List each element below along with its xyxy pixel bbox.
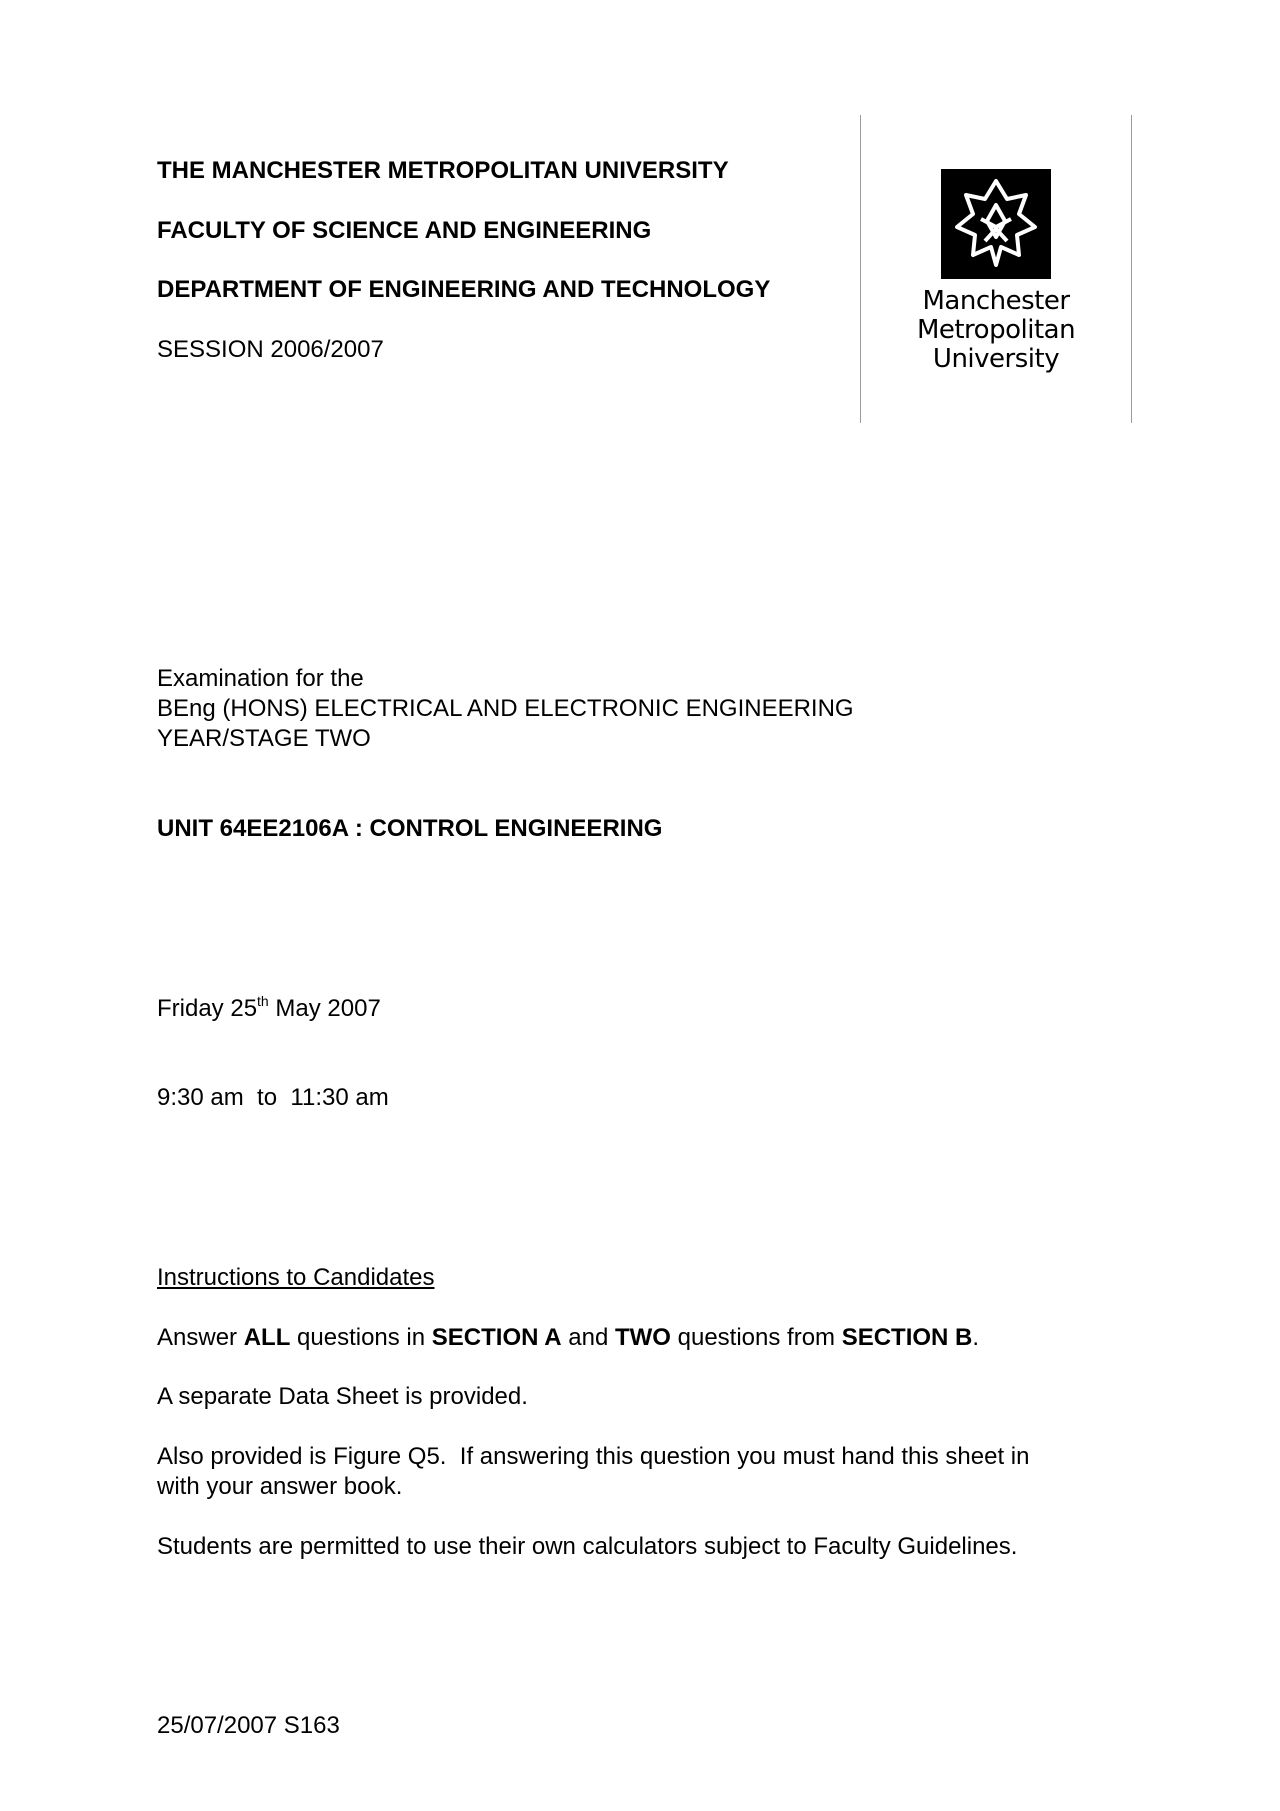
exam-date-month-year: May 2007 xyxy=(268,995,381,1022)
instruction-answer xyxy=(157,1323,979,1353)
instr-bold-4: SECTION B xyxy=(841,1324,973,1351)
logo-line-3: University xyxy=(932,344,1060,374)
exam-intro: Examination for the xyxy=(157,665,364,692)
instructions-heading: Instructions to Candidates xyxy=(157,1264,435,1291)
unit-title: UNIT 64EE2106A : CONTROL ENGINEERING xyxy=(157,815,663,842)
exam-programme: BEng (HONS) ELECTRICAL AND ELECTRONIC ENGINEERING xyxy=(157,695,854,722)
instr-bold-1: ALL xyxy=(243,1324,291,1351)
footer-code: 25/07/2007 S163 xyxy=(157,1712,340,1739)
instr-text-2: questions in xyxy=(290,1324,432,1351)
university-logo xyxy=(860,115,1132,423)
faculty-title: FACULTY OF SCIENCE AND ENGINEERING xyxy=(157,217,652,244)
exam-time: 9:30 am to 11:30 am xyxy=(157,1084,389,1111)
exam-date-suffix: th xyxy=(257,993,269,1009)
instr-bold-3: TWO xyxy=(614,1324,671,1351)
exam-date-day: Friday 25 xyxy=(157,995,258,1022)
instr-text-3: and xyxy=(561,1324,615,1351)
exam-stage: YEAR/STAGE TWO xyxy=(157,725,371,752)
instruction-data-sheet: A separate Data Sheet is provided. xyxy=(157,1383,528,1410)
instr-text-1: Answer xyxy=(157,1324,244,1351)
logo-line-1: Manchester xyxy=(922,286,1070,316)
rose-emblem-icon xyxy=(941,169,1051,279)
instr-bold-2: SECTION A xyxy=(431,1324,562,1351)
exam-date xyxy=(157,994,381,1024)
instr-text-5: . xyxy=(972,1324,980,1351)
university-title: THE MANCHESTER METROPOLITAN UNIVERSITY xyxy=(157,157,729,184)
instr-text-4: questions from xyxy=(670,1324,842,1351)
logo-line-2: Metropolitan xyxy=(916,315,1076,345)
department-title: DEPARTMENT OF ENGINEERING AND TECHNOLOGY xyxy=(157,276,771,303)
instruction-figure-line-2: with your answer book. xyxy=(157,1473,403,1500)
instruction-calculators: Students are permitted to use their own calculators subject to Faculty Guidelines. xyxy=(157,1533,1018,1560)
session-label: SESSION 2006/2007 xyxy=(157,336,384,363)
instruction-figure-line-1: Also provided is Figure Q5. If answering this question you must hand this sheet in xyxy=(157,1443,1030,1470)
logo-wordmark xyxy=(861,287,1131,374)
